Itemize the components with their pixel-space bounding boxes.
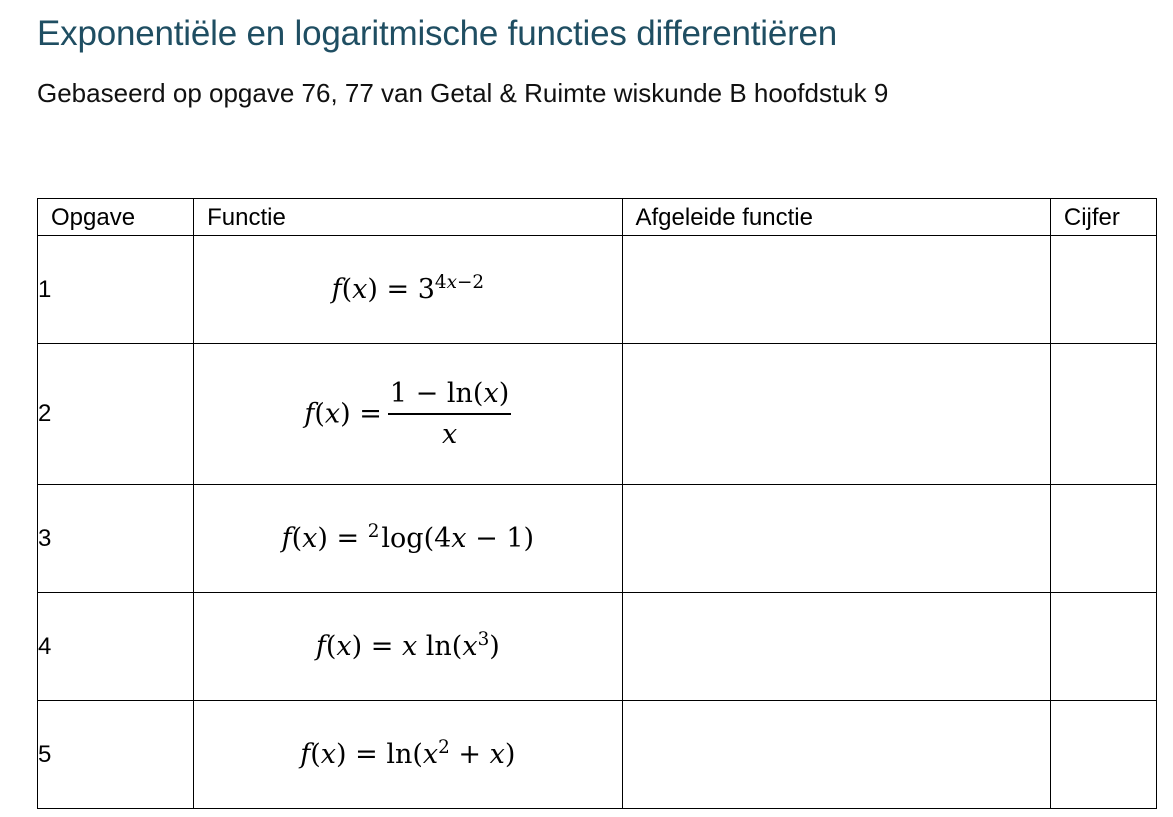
- ln-x: x: [489, 739, 505, 770]
- formula-paren-open: (: [314, 398, 325, 430]
- exercise-table: [37, 198, 1157, 809]
- formula-f: f: [315, 631, 326, 662]
- formula-fraction: [388, 378, 511, 450]
- log-tail: − 1): [466, 523, 535, 554]
- formula-x: x: [320, 739, 336, 770]
- formula-f: f: [281, 523, 292, 554]
- header-afgeleide: Afgeleide functie: [622, 199, 1050, 236]
- ln-open: ln(: [386, 739, 423, 770]
- log-text: log(4: [381, 523, 452, 554]
- exponent-const: −2: [456, 271, 485, 293]
- formula-paren-open: (: [310, 739, 321, 770]
- exponent-coef: 4: [434, 271, 447, 293]
- formula-paren-open: (: [291, 523, 303, 554]
- numerator-close: ): [498, 378, 510, 409]
- formula-exponent: [435, 272, 484, 293]
- formula-5: [300, 736, 516, 770]
- derivative-answer-cell[interactable]: [622, 593, 1050, 701]
- ln-close: ): [489, 631, 500, 662]
- formula-x: x: [324, 398, 341, 430]
- header-cijfer: Cijfer: [1050, 199, 1156, 236]
- exponent-x: x: [446, 271, 457, 293]
- ln-power: 3: [477, 628, 490, 650]
- document-subtitle: Gebaseerd op opgave 76, 77 van Getal & Ruimte wiskunde B hoofdstuk 9: [37, 78, 889, 108]
- function-formula: [194, 593, 622, 701]
- ln-x: x: [462, 631, 478, 662]
- derivative-answer-cell[interactable]: [622, 701, 1050, 809]
- exercise-number: 5: [38, 701, 194, 809]
- log-base: 2: [367, 520, 380, 542]
- formula-x: x: [352, 274, 368, 305]
- ln-power: 2: [438, 736, 450, 758]
- formula-paren-open: (: [325, 631, 337, 662]
- table-row: [38, 485, 1157, 593]
- function-formula: [194, 485, 622, 593]
- grade-cell[interactable]: [1050, 593, 1156, 701]
- formula-2: [304, 378, 511, 450]
- fraction-denominator: [388, 415, 511, 450]
- denominator-x: x: [441, 419, 458, 450]
- numerator-text: 1 − ln(: [389, 378, 484, 409]
- table-row: [38, 344, 1157, 485]
- formula-x: x: [336, 631, 352, 662]
- formula-base: 3: [417, 274, 435, 305]
- exercise-number: 3: [38, 485, 194, 593]
- formula-1: [331, 271, 485, 305]
- function-formula: [194, 236, 622, 344]
- formula-equals: =: [346, 739, 387, 770]
- formula-3: [281, 520, 535, 554]
- grade-cell[interactable]: [1050, 701, 1156, 809]
- derivative-answer-cell[interactable]: [622, 485, 1050, 593]
- function-formula: [194, 344, 622, 485]
- ln-close: ): [504, 739, 516, 770]
- numerator-x: x: [483, 378, 499, 409]
- exercise-number: 1: [38, 236, 194, 344]
- grade-cell[interactable]: [1050, 485, 1156, 593]
- formula-equals: =: [377, 274, 418, 305]
- exercise-number: 4: [38, 593, 194, 701]
- header-functie: Functie: [194, 199, 622, 236]
- grade-cell[interactable]: [1050, 344, 1156, 485]
- formula-x: x: [302, 523, 318, 554]
- fraction-numerator: [388, 378, 511, 415]
- formula-paren-close: ): [367, 274, 378, 305]
- exercise-number: 2: [38, 344, 194, 485]
- log-x: x: [451, 523, 467, 554]
- grade-cell[interactable]: [1050, 236, 1156, 344]
- formula-equals: =: [350, 398, 382, 430]
- formula-paren-close: ): [340, 398, 351, 430]
- formula-f: f: [300, 739, 311, 770]
- ln-x: x: [422, 739, 439, 770]
- formula-paren-open: (: [341, 274, 353, 305]
- rhs-x: x: [401, 631, 418, 662]
- derivative-answer-cell[interactable]: [622, 236, 1050, 344]
- derivative-answer-cell[interactable]: [622, 344, 1050, 485]
- ln-open: ln(: [417, 631, 463, 662]
- formula-paren-close: ): [351, 631, 363, 662]
- ln-plus: +: [449, 739, 490, 770]
- table-row: [38, 236, 1157, 344]
- table-header-row: [38, 199, 1157, 236]
- table-row: [38, 593, 1157, 701]
- formula-lhs: [304, 399, 382, 430]
- document-title: Exponentiële en logaritmische functies differentiëren: [37, 14, 838, 53]
- formula-f: f: [331, 274, 342, 305]
- header-opgave: Opgave: [38, 199, 194, 236]
- formula-4: [315, 628, 500, 662]
- formula-equals: =: [362, 631, 402, 662]
- formula-equals: =: [327, 523, 368, 554]
- formula-f: f: [304, 398, 315, 430]
- table-row: [38, 701, 1157, 809]
- function-formula: [194, 701, 622, 809]
- formula-paren-close: ): [336, 739, 347, 770]
- formula-paren-close: ): [317, 523, 328, 554]
